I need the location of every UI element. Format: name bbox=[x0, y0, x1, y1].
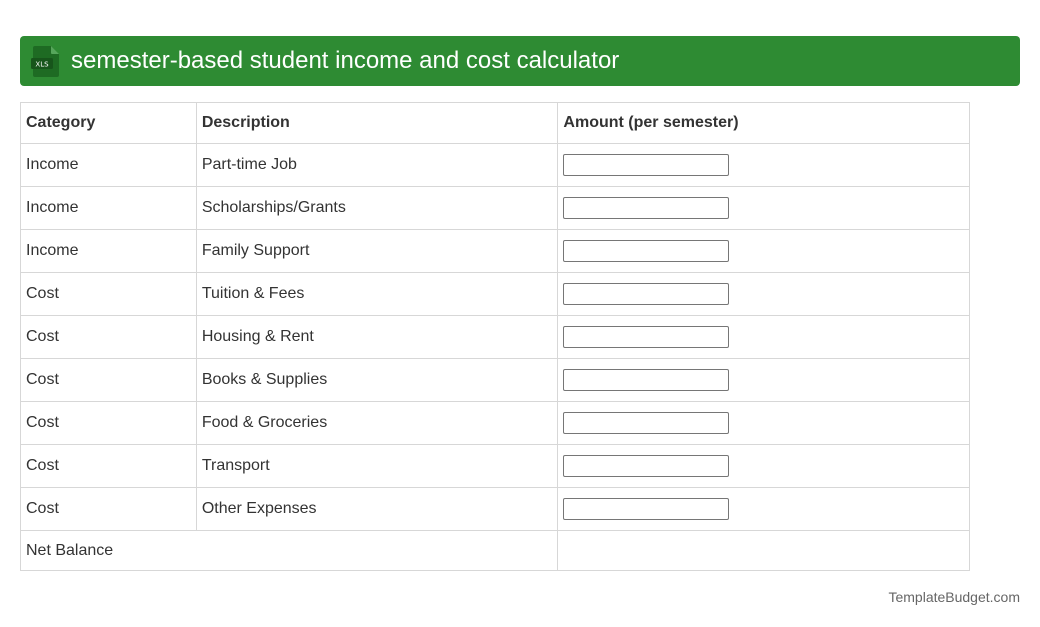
amount-input-part-time-job[interactable] bbox=[563, 154, 729, 176]
description-cell: Food & Groceries bbox=[196, 402, 558, 445]
amount-input-family-support[interactable] bbox=[563, 240, 729, 262]
page-header bbox=[20, 36, 1020, 86]
net-balance-label: Net Balance bbox=[21, 531, 558, 571]
description-cell: Family Support bbox=[196, 230, 558, 273]
net-balance-row bbox=[21, 531, 970, 571]
category-cell: Income bbox=[21, 144, 197, 187]
xls-file-icon bbox=[31, 46, 61, 77]
description-cell: Tuition & Fees bbox=[196, 273, 558, 316]
table-row bbox=[21, 402, 970, 445]
amount-input-food-groceries[interactable] bbox=[563, 412, 729, 434]
amount-cell bbox=[558, 402, 970, 445]
amount-cell bbox=[558, 187, 970, 230]
category-cell: Cost bbox=[21, 488, 197, 531]
category-cell: Cost bbox=[21, 316, 197, 359]
amount-input-scholarships-grants[interactable] bbox=[563, 197, 729, 219]
description-cell: Scholarships/Grants bbox=[196, 187, 558, 230]
description-cell: Part-time Job bbox=[196, 144, 558, 187]
amount-input-tuition-fees[interactable] bbox=[563, 283, 729, 305]
table-row bbox=[21, 144, 970, 187]
category-cell: Cost bbox=[21, 273, 197, 316]
description-cell: Housing & Rent bbox=[196, 316, 558, 359]
amount-input-books-supplies[interactable] bbox=[563, 369, 729, 391]
svg-text:XLS: XLS bbox=[35, 60, 49, 69]
amount-input-other-expenses[interactable] bbox=[563, 498, 729, 520]
column-header-amount: Amount (per semester) bbox=[558, 103, 970, 144]
table-row bbox=[21, 445, 970, 488]
amount-cell bbox=[558, 445, 970, 488]
category-cell: Income bbox=[21, 230, 197, 273]
category-cell: Cost bbox=[21, 402, 197, 445]
page-title: semester-based student income and cost calculator bbox=[71, 47, 620, 74]
column-header-description: Description bbox=[196, 103, 558, 144]
category-cell: Cost bbox=[21, 445, 197, 488]
amount-cell bbox=[558, 230, 970, 273]
table-row bbox=[21, 359, 970, 402]
footer-credit: TemplateBudget.com bbox=[888, 589, 1020, 605]
net-balance-value bbox=[558, 531, 970, 571]
amount-cell bbox=[558, 359, 970, 402]
amount-cell bbox=[558, 316, 970, 359]
description-cell: Transport bbox=[196, 445, 558, 488]
column-header-category: Category bbox=[21, 103, 197, 144]
table-row bbox=[21, 273, 970, 316]
table-header-row bbox=[21, 103, 970, 144]
amount-cell bbox=[558, 273, 970, 316]
amount-input-transport[interactable] bbox=[563, 455, 729, 477]
category-cell: Income bbox=[21, 187, 197, 230]
calculator-table bbox=[20, 102, 970, 571]
description-cell: Books & Supplies bbox=[196, 359, 558, 402]
amount-input-housing-rent[interactable] bbox=[563, 326, 729, 348]
amount-cell bbox=[558, 144, 970, 187]
category-cell: Cost bbox=[21, 359, 197, 402]
table-row bbox=[21, 187, 970, 230]
amount-cell bbox=[558, 488, 970, 531]
table-row bbox=[21, 230, 970, 273]
description-cell: Other Expenses bbox=[196, 488, 558, 531]
table-row bbox=[21, 316, 970, 359]
table-row bbox=[21, 488, 970, 531]
